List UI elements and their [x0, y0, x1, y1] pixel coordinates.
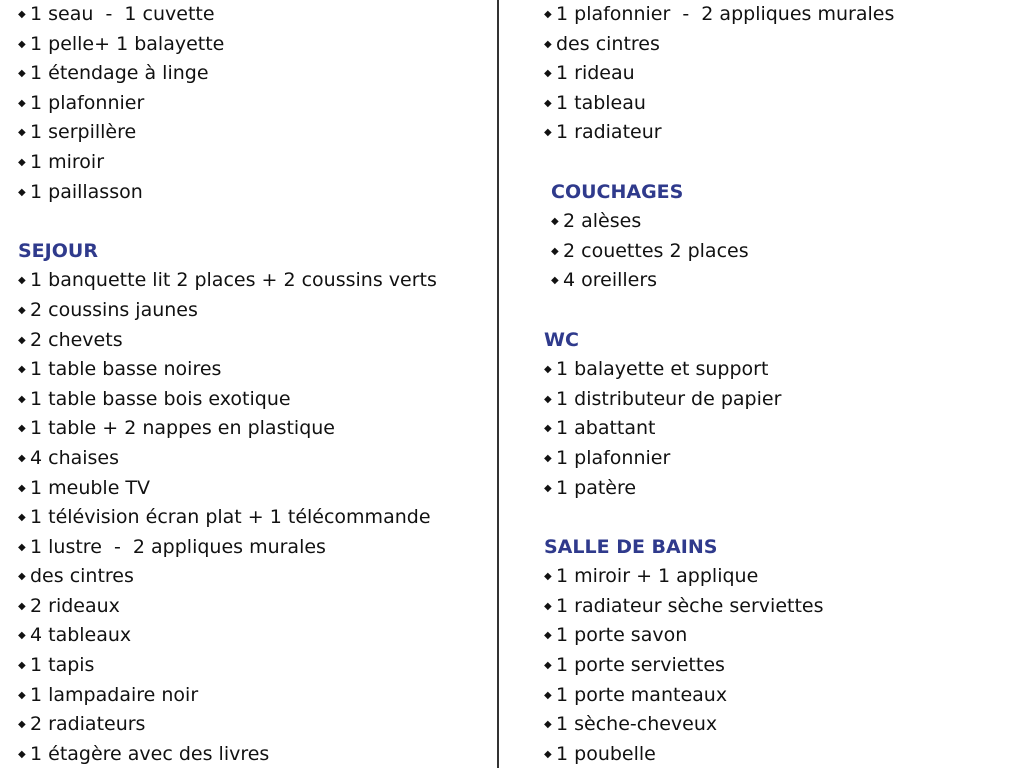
list-item: ◆ 1 lustre - 2 appliques murales: [18, 533, 488, 563]
list-item: ◆ 1 tapis: [18, 651, 488, 681]
diamond-bullet-icon: ◆: [544, 364, 552, 376]
list-item: ◆ 1 abattant: [544, 414, 1014, 444]
section-gap: [544, 296, 1014, 326]
right-top-list: [544, 0, 1014, 148]
diamond-bullet-icon: ◆: [544, 9, 552, 20]
list-item: ◆ 1 patère: [544, 474, 1014, 504]
list-item: ◆ 1 serpillère: [18, 118, 488, 148]
list-item: ◆ 2 radiateurs: [18, 710, 488, 740]
list-item: ◆ 1 poubelle: [544, 740, 1014, 769]
list-item: ◆ 1 plafonnier: [18, 89, 488, 119]
list-item: ◆ 1 seau - 1 cuvette: [18, 0, 488, 30]
list-item: ◆ 1 radiateur: [544, 118, 1014, 148]
diamond-bullet-icon: ◆: [18, 127, 26, 139]
diamond-bullet-icon: ◆: [18, 719, 26, 731]
left-column: [18, 0, 488, 769]
list-item: ◆ 2 coussins jaunes: [18, 296, 488, 326]
diamond-bullet-icon: ◆: [18, 186, 26, 198]
list-item: ◆ 1 tableau: [544, 89, 1014, 119]
diamond-bullet-icon: ◆: [544, 393, 552, 405]
list-item: ◆ 1 lampadaire noir: [18, 681, 488, 711]
list-item: ◆ 2 alèses: [551, 207, 1014, 237]
diamond-bullet-icon: ◆: [18, 689, 26, 701]
list-item: ◆ 1 radiateur sèche serviettes: [544, 592, 1014, 622]
couchages-heading: COUCHAGES: [551, 180, 684, 203]
section-gap: [544, 148, 1014, 178]
list-item: ◆ 1 télévision écran plat + 1 télécommande: [18, 503, 488, 533]
list-item: ◆ 1 plafonnier - 2 appliques murales: [544, 0, 1014, 30]
diamond-bullet-icon: ◆: [551, 275, 559, 287]
diamond-bullet-icon: ◆: [18, 512, 26, 524]
list-item: ◆ 1 miroir + 1 applique: [544, 562, 1014, 592]
list-item: ◆ 1 étagère avec des livres: [18, 740, 488, 769]
diamond-bullet-icon: ◆: [18, 38, 26, 50]
diamond-bullet-icon: ◆: [544, 127, 552, 139]
list-item: ◆ des cintres: [18, 562, 488, 592]
diamond-bullet-icon: ◆: [544, 600, 552, 612]
diamond-bullet-icon: ◆: [18, 452, 26, 464]
sejour-heading: SEJOUR: [18, 239, 98, 262]
list-item: ◆ 2 rideaux: [18, 592, 488, 622]
diamond-bullet-icon: ◆: [544, 482, 552, 494]
diamond-bullet-icon: ◆: [18, 275, 26, 287]
list-item: ◆ des cintres: [544, 30, 1014, 60]
diamond-bullet-icon: ◆: [18, 482, 26, 494]
wc-section: [544, 326, 1014, 504]
diamond-bullet-icon: ◆: [544, 689, 552, 701]
diamond-bullet-icon: ◆: [544, 68, 552, 80]
diamond-bullet-icon: ◆: [544, 423, 552, 435]
diamond-bullet-icon: ◆: [18, 156, 26, 168]
diamond-bullet-icon: ◆: [18, 541, 26, 553]
list-item: ◆ 4 tableaux: [18, 621, 488, 651]
diamond-bullet-icon: ◆: [18, 630, 26, 642]
couchages-section: [551, 178, 1014, 296]
left-top-list: [18, 0, 488, 207]
list-item: ◆ 1 étendage à linge: [18, 59, 488, 89]
list-item: ◆ 1 porte savon: [544, 621, 1014, 651]
salle-de-bains-section: [544, 533, 1014, 769]
list-item: ◆ 1 table basse noires: [18, 355, 488, 385]
list-item: ◆ 1 table + 2 nappes en plastique: [18, 414, 488, 444]
list-item: ◆ 2 couettes 2 places: [551, 237, 1014, 267]
diamond-bullet-icon: ◆: [544, 452, 552, 464]
list-item: ◆ 1 meuble TV: [18, 474, 488, 504]
sejour-list: [18, 266, 488, 769]
list-item: ◆ 1 paillasson: [18, 178, 488, 208]
diamond-bullet-icon: ◆: [18, 423, 26, 435]
diamond-bullet-icon: ◆: [544, 571, 552, 583]
diamond-bullet-icon: ◆: [551, 245, 559, 257]
diamond-bullet-icon: ◆: [18, 334, 26, 346]
list-item: ◆ 4 oreillers: [551, 266, 1014, 296]
diamond-bullet-icon: ◆: [544, 630, 552, 642]
section-gap: [544, 503, 1014, 533]
list-item: ◆ 1 distributeur de papier: [544, 385, 1014, 415]
wc-heading: WC: [544, 328, 579, 351]
list-item: ◆ 1 table basse bois exotique: [18, 385, 488, 415]
diamond-bullet-icon: ◆: [18, 393, 26, 405]
diamond-bullet-icon: ◆: [18, 600, 26, 612]
diamond-bullet-icon: ◆: [544, 660, 552, 672]
list-item: ◆ 1 rideau: [544, 59, 1014, 89]
diamond-bullet-icon: ◆: [544, 97, 552, 109]
diamond-bullet-icon: ◆: [18, 97, 26, 109]
list-item: ◆ 1 balayette et support: [544, 355, 1014, 385]
diamond-bullet-icon: ◆: [18, 364, 26, 376]
diamond-bullet-icon: ◆: [544, 748, 552, 760]
list-item: ◆ 1 banquette lit 2 places + 2 coussins verts: [18, 266, 488, 296]
list-item: ◆ 1 plafonnier: [544, 444, 1014, 474]
diamond-bullet-icon: ◆: [18, 571, 26, 583]
right-column: [544, 0, 1014, 769]
diamond-bullet-icon: ◆: [18, 9, 26, 20]
list-item: ◆ 2 chevets: [18, 326, 488, 356]
diamond-bullet-icon: ◆: [18, 748, 26, 760]
column-divider: [497, 0, 499, 768]
diamond-bullet-icon: ◆: [18, 660, 26, 672]
diamond-bullet-icon: ◆: [544, 38, 552, 50]
list-item: ◆ 1 pelle+ 1 balayette: [18, 30, 488, 60]
list-item: ◆ 1 sèche-cheveux: [544, 710, 1014, 740]
list-item: ◆ 1 porte serviettes: [544, 651, 1014, 681]
diamond-bullet-icon: ◆: [551, 216, 559, 228]
list-item: ◆ 1 miroir: [18, 148, 488, 178]
diamond-bullet-icon: ◆: [18, 304, 26, 316]
list-item: ◆ 4 chaises: [18, 444, 488, 474]
diamond-bullet-icon: ◆: [544, 719, 552, 731]
list-item: ◆ 1 porte manteaux: [544, 681, 1014, 711]
diamond-bullet-icon: ◆: [18, 68, 26, 80]
section-gap: [18, 207, 488, 237]
salle-de-bains-heading: SALLE DE BAINS: [544, 535, 718, 558]
